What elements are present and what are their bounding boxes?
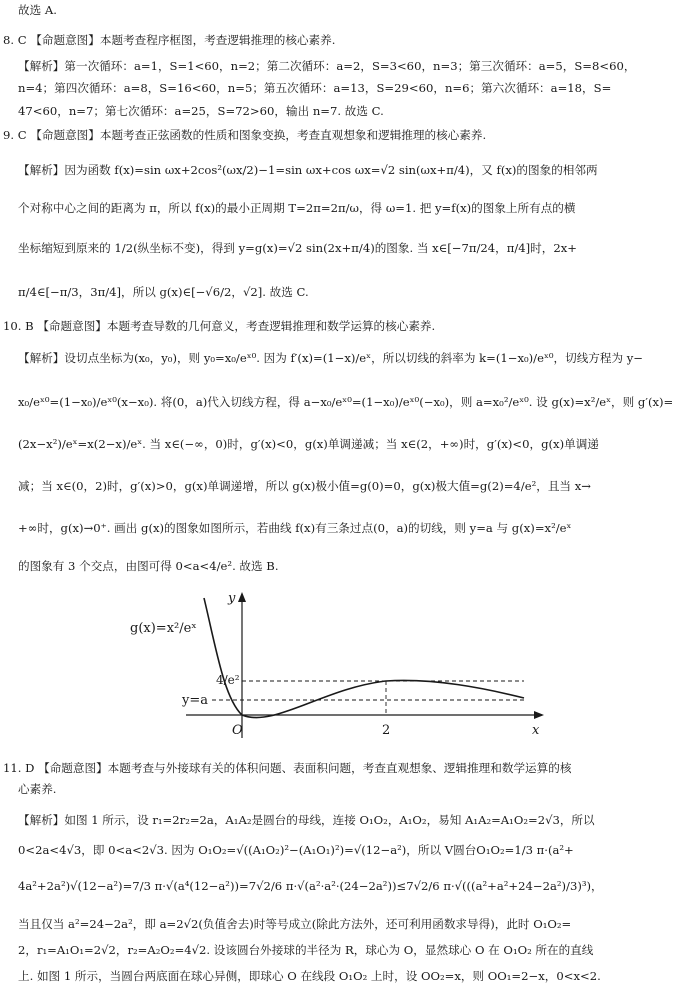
x-axis-arrow <box>534 711 544 719</box>
line-22: 4a²+2a²)√(12−a²)=7/3 π·√(a⁴(12−a²))=7√2/6 π·√(a²·a²·(24−2a²))≤7√2/6 π·√(((a²+a²+24−2a²)/3)³)， <box>18 879 603 893</box>
line-2: 8. C 【命题意图】本题考查程序框图，考查逻辑推理的核心素养. <box>3 33 336 47</box>
line-1: 故选 A. <box>18 3 57 17</box>
line-8: 个对称中心之间的距离为 π，所以 f(x)的最小正周期 T=2π=2π/ω，得 ω=1. 把 y=f(x)的图象上所有点的横 <box>18 201 576 215</box>
origin-label: O <box>232 723 243 738</box>
line-25: 上. 如图 1 所示，当圆台两底面在球心异侧，即球心 O 在线段 O₁O₂ 上时，设 OO₂=x，则 OO₁=2−x，0<x<2. <box>18 969 601 983</box>
line-17: 的图象有 3 个交点，由图可得 0<a<4/e². 故选 B. <box>18 559 279 573</box>
x-tick-label: 2 <box>382 723 391 738</box>
line-a-label: y=a <box>182 693 208 708</box>
g-curve <box>204 598 524 718</box>
line-10: π/4∈[−π/3，3π/4]，所以 g(x)∈[−√6/2，√2]. 故选 C. <box>18 285 309 299</box>
line-24: 2，r₁=A₁O₁=2√2，r₂=A₂O₂=4√2. 设该圆台外接球的半径为 R，球心为 O，显然球心 O 在 O₁O₂ 所在的直线 <box>18 943 594 957</box>
line-12: 【解析】设切点坐标为(x₀，y₀)，则 y₀=x₀/eˣ⁰. 因为 f′(x)=(1−x)/eˣ，所以切线的斜率为 k=(1−x₀)/eˣ⁰，切线方程为 y− <box>18 351 644 365</box>
line-23: 当且仅当 a²=24−2a²，即 a=2√2(负值舍去)时等号成立(除此方法外，还可利用函数求导得)，此时 O₁O₂= <box>18 917 572 931</box>
line-5: 47<60，n=7；第七次循环：a=25，S=72>60，输出 n=7. 故选 C. <box>18 104 384 118</box>
x-axis-label: x <box>532 723 540 738</box>
function-graph-figure <box>124 588 554 748</box>
line-3: 【解析】第一次循环：a=1，S=1<60，n=2；第二次循环：a=2，S=3<60，n=3；第三次循环：a=5，S=8<60， <box>18 59 636 73</box>
line-6: 9. C 【命题意图】本题考查正弦函数的性质和图象变换，考查直观想象和逻辑推理的核心素养. <box>3 128 487 142</box>
line-15: 减；当 x∈(0，2)时，g′(x)>0，g(x)单调递增，所以 g(x)极小值=g(0)=0，g(x)极大值=g(2)=4/e²，且当 x→ <box>18 479 591 493</box>
max-value-label: 4/e² <box>216 673 240 687</box>
line-9: 坐标缩短到原来的 1/2(纵坐标不变)，得到 y=g(x)=√2 sin(2x+π/4)的图象. 当 x∈[−7π/24，π/4]时，2x+ <box>18 241 577 255</box>
line-16: +∞时，g(x)→0⁺. 画出 g(x)的图象如图所示，若曲线 f(x)有三条过点(0，a)的切线，则 y=a 与 g(x)=x²/eˣ <box>18 521 572 535</box>
line-7: 【解析】因为函数 f(x)=sin ωx+2cos²(ωx/2)−1=sin ωx+cos ωx=√2 sin(ωx+π/4)，又 f(x)的图象的相邻两 <box>18 163 598 177</box>
y-axis-label: y <box>228 591 236 606</box>
line-13: x₀/eˣ⁰=(1−x₀)/eˣ⁰(x−x₀). 将(0，a)代入切线方程，得 a−x₀/eˣ⁰=(1−x₀)/eˣ⁰(−x₀)，则 a=x₀²/eˣ⁰. 设 g(x)=x²/eˣ，则 g′(x)= <box>18 395 674 409</box>
line-20: 【解析】如图 1 所示，设 r₁=2r₂=2a，A₁A₂是圆台的母线，连接 O₁O₂，A₁O₂，易知 A₁A₂=A₁O₂=2√3，所以 <box>18 813 595 827</box>
line-14: (2x−x²)/eˣ=x(2−x)/eˣ. 当 x∈(−∞，0)时，g′(x)<0，g(x)单调递减；当 x∈(2，+∞)时，g′(x)<0，g(x)单调递 <box>18 437 599 451</box>
y-axis-arrow <box>238 592 246 602</box>
line-21: 0<2a<4√3，即 0<a<2√3. 因为 O₁O₂=√((A₁O₂)²−(A₁O₁)²)=√(12−a²)，所以 V圆台O₁O₂=1/3 π·(a²+ <box>18 843 574 857</box>
line-4: n=4；第四次循环：a=8，S=16<60，n=5；第五次循环：a=13，S=29<60，n=6；第六次循环：a=18，S= <box>18 81 612 95</box>
function-label: g(x)=x²/eˣ <box>130 621 197 636</box>
line-19: 心素养. <box>18 782 57 796</box>
line-18: 11. D 【命题意图】本题考查与外接球有关的体积问题、表面积问题，考查直观想象、逻辑推理和数学运算的核 <box>3 761 572 775</box>
line-11: 10. B 【命题意图】本题考查导数的几何意义，考查逻辑推理和数学运算的核心素养. <box>3 319 436 333</box>
